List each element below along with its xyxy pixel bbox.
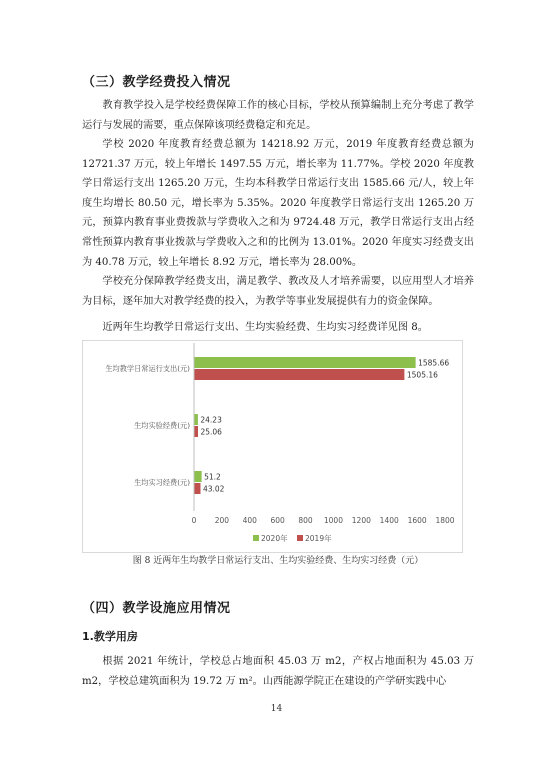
x-tick-label: 200 — [214, 516, 230, 525]
data-label: 1585.66 — [418, 358, 450, 368]
legend-label: 2020年 — [261, 534, 288, 543]
data-label: 25.06 — [200, 427, 222, 437]
bar-2019 — [195, 426, 198, 437]
section-heading-facilities: （四）教学设施应用情况 — [82, 601, 231, 616]
bar-2020 — [195, 471, 202, 482]
x-tick-label: 1400 — [379, 516, 399, 525]
category-label: 生均教学日常运行支出(元) — [105, 364, 190, 373]
bar-2019 — [195, 483, 201, 494]
paragraph-intro: 教育教学投入是学校经费保障工作的核心目标，学校从预算编制上充分考虑了教学运行与发展的需要，重点保障该项经费稳定和充足。 — [82, 100, 474, 131]
section-heading: （三）教学经费投入情况 — [82, 75, 231, 90]
x-tick-label: 1000 — [323, 516, 343, 525]
x-tick-label: 1200 — [351, 516, 371, 525]
category-label: 生均实验经费(元) — [134, 421, 190, 430]
bar-2019 — [195, 369, 405, 380]
data-label: 43.02 — [202, 484, 225, 494]
bar-2020 — [195, 357, 416, 368]
x-tick-label: 600 — [270, 516, 285, 525]
bar-2020 — [195, 414, 198, 425]
category-label: 生均实习经费(元) — [134, 478, 190, 487]
paragraph-funding: 学校 2020 年度教育经费总额为 14218.92 万元，2019 年度教育经费总额为 12721.37 万元，较上年增长 1497.55 万元，增长率为 11.77%。学校 2020 年度教学日常运行支出 1265.20 万元，生均本科教学日常运行支出 1585.66 元/人，较上年度生均增长 80.50 元，增长率为 5.35%。2020 年度教学日常运行支出 1265.20 万元，预算内教育事业费拨款与学费收入之和为 9724.48 万元，教学日常运行支出占经常性预算内教育事业拨款与学费收入之和的比例为 13.01%。2020 年度实习经费支出为 40.78 万元，较上年增长 8.92 万元，增长率为 28.00%。 — [82, 139, 474, 268]
figure-caption: 图 8 近两年生均教学日常运行支出、生均实验经费、生均实习经费（元） — [132, 556, 424, 566]
legend-swatch — [297, 535, 303, 541]
x-tick-label: 1600 — [407, 516, 427, 525]
x-tick-label: 1800 — [435, 516, 455, 525]
data-label: 24.23 — [200, 415, 222, 425]
legend-label: 2019年 — [305, 534, 332, 543]
bar-chart — [82, 340, 463, 553]
legend-swatch — [253, 535, 259, 541]
paragraph-guarantee: 学校充分保障教学经费支出，满足教学、教改及人才培养需要，以应用型人才培养为目标，逐年加大对教学经费的投入，为教学等事业发展提供有力的资金保障。 — [82, 276, 474, 307]
x-tick-label: 400 — [242, 516, 257, 525]
subheading-teaching-rooms: 1.教学用房 — [82, 630, 138, 643]
x-tick-label: 0 — [191, 516, 197, 525]
paragraph-land-area: 根据 2021 年统计，学校总占地面积 45.03 万 m2，产权占地面积为 45.03 万 m2，学校总建筑面积为 19.72 万 m²。山西能源学院正在建设的产学研实践中心 — [82, 656, 474, 687]
data-label: 1505.16 — [406, 370, 438, 380]
paragraph-figure-ref: 近两年生均教学日常运行支出、生均实验经费、生均实习经费详见图 8。 — [102, 322, 428, 333]
x-tick-label: 800 — [298, 516, 313, 525]
chart-canvas — [83, 341, 462, 552]
data-label: 51.2 — [204, 472, 221, 482]
page-number: 14 — [270, 704, 283, 714]
